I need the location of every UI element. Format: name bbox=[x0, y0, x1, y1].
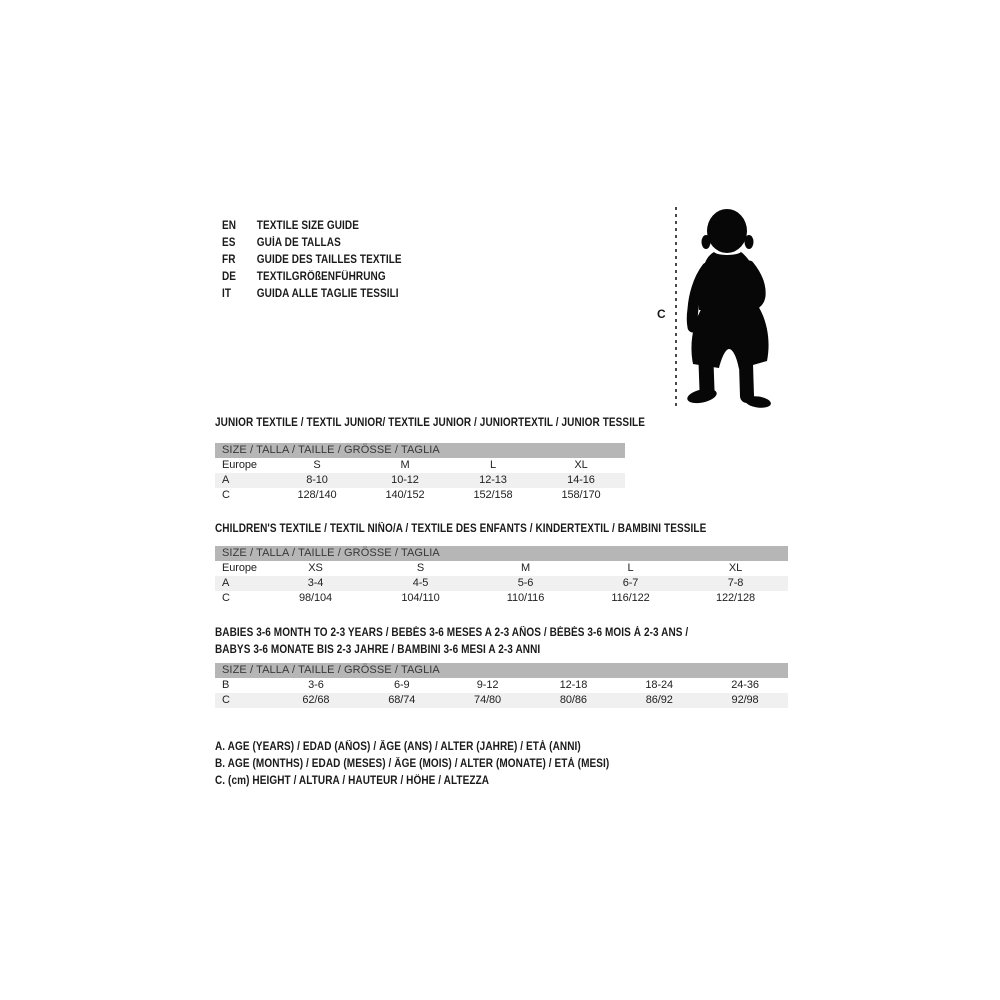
row-label: Europe bbox=[222, 459, 257, 471]
section-title-children: CHILDREN'S TEXTILE / TEXTIL NIÑO/A / TEXTILE DES ENFANTS / KINDERTEXTIL / BAMBINI TESSILE bbox=[215, 523, 707, 535]
size-cell: 12-13 bbox=[449, 473, 537, 488]
row-label: B bbox=[222, 679, 230, 691]
size-cell: 8-10 bbox=[273, 473, 361, 488]
table-row bbox=[215, 488, 625, 503]
row-label: A bbox=[215, 473, 273, 488]
size-cell: 152/158 bbox=[473, 489, 513, 501]
size-cell: M bbox=[520, 562, 531, 574]
table-row bbox=[215, 458, 625, 473]
language-guide-item bbox=[222, 285, 402, 302]
size-bar-row bbox=[215, 663, 788, 678]
language-code: EN bbox=[222, 219, 237, 232]
language-guide-item bbox=[222, 234, 402, 251]
language-guide-item bbox=[222, 217, 402, 234]
table-row bbox=[215, 576, 788, 591]
section-title-babies-line1: BABIES 3-6 MONTH TO 2-3 YEARS / BEBÉS 3-6 MESES A 2-3 AÑOS / BÉBÉS 3-6 MOIS À 2-3 ANS / bbox=[215, 627, 689, 639]
size-cell: 18-24 bbox=[645, 679, 674, 691]
legend-line-a: A. AGE (YEARS) / EDAD (AÑOS) / ÂGE (ANS) / ALTER (JAHRE) / ETÀ (ANNI) bbox=[215, 741, 581, 753]
size-cell: 3-6 bbox=[308, 679, 324, 691]
size-cell: S bbox=[313, 459, 321, 471]
size-cell: 24-36 bbox=[731, 679, 759, 691]
row-label: A bbox=[215, 576, 263, 591]
size-bar-label: SIZE / TALLA / TAILLE / GRÖSSE / TAGLIA bbox=[215, 443, 625, 458]
size-cell: 86/92 bbox=[616, 693, 702, 708]
guide-title: TEXTILE SIZE GUIDE bbox=[256, 219, 359, 232]
size-cell: 74/80 bbox=[445, 693, 531, 708]
language-guide-item bbox=[222, 251, 402, 268]
row-label: C bbox=[222, 489, 230, 501]
size-cell: 62/68 bbox=[273, 693, 359, 708]
size-cell: 3-4 bbox=[263, 576, 368, 591]
size-cell: L bbox=[627, 562, 634, 574]
size-cell: 116/122 bbox=[611, 592, 650, 604]
table-row bbox=[215, 591, 788, 606]
toddler-body bbox=[686, 209, 772, 409]
table-row bbox=[215, 473, 625, 488]
size-cell: 110/116 bbox=[506, 592, 545, 604]
size-cell: XL bbox=[728, 562, 743, 574]
size-cell: 5-6 bbox=[473, 576, 578, 591]
language-code: IT bbox=[222, 287, 232, 300]
toddler-legs bbox=[706, 362, 747, 396]
size-cell: 9-12 bbox=[476, 679, 499, 691]
guide-title: TEXTILGRÖßENFÜHRUNG bbox=[256, 270, 386, 283]
language-code: DE bbox=[222, 270, 237, 283]
size-cell: S bbox=[416, 562, 425, 574]
size-cell: 140/152 bbox=[385, 489, 425, 501]
size-cell: L bbox=[489, 459, 497, 471]
guide-title: GUIDA ALLE TAGLIE TESSILI bbox=[256, 287, 399, 300]
size-cell: 92/98 bbox=[702, 693, 788, 708]
size-cell: 128/140 bbox=[297, 489, 337, 501]
language-guide-list bbox=[222, 217, 429, 302]
size-cell: 4-5 bbox=[368, 576, 473, 591]
size-cell: 6-9 bbox=[393, 679, 410, 691]
size-cell: XL bbox=[574, 459, 588, 471]
row-label: C bbox=[222, 592, 230, 604]
height-measure-dashed-line bbox=[675, 207, 677, 408]
size-cell: 7-8 bbox=[683, 576, 788, 591]
size-bar-label: SIZE / TALLA / TAILLE / GRÖSSE / TAGLIA bbox=[215, 663, 788, 678]
babies-size-table bbox=[215, 663, 788, 708]
section-title-babies-line2: BABYS 3-6 MONATE BIS 2-3 JAHRE / BAMBINI 3-6 MESI A 2-3 ANNI bbox=[215, 644, 541, 656]
size-cell: 12-18 bbox=[559, 679, 588, 691]
size-cell: 10-12 bbox=[361, 473, 449, 488]
language-code: ES bbox=[222, 236, 236, 249]
size-cell: 122/128 bbox=[715, 592, 756, 604]
table-row bbox=[215, 678, 788, 693]
height-c-label: C bbox=[657, 307, 666, 321]
size-bar-row bbox=[215, 546, 788, 561]
size-cell: 14-16 bbox=[537, 473, 625, 488]
language-guide-item bbox=[222, 268, 402, 285]
children-size-table bbox=[215, 546, 788, 606]
table-row bbox=[215, 693, 788, 708]
table-row bbox=[215, 561, 788, 576]
size-cell: 68/74 bbox=[359, 693, 445, 708]
size-bar-label: SIZE / TALLA / TAILLE / GRÖSSE / TAGLIA bbox=[215, 546, 788, 561]
legend bbox=[215, 739, 668, 790]
size-cell: XS bbox=[308, 562, 323, 574]
size-cell: 104/110 bbox=[401, 592, 440, 604]
size-cell: 98/104 bbox=[298, 592, 333, 604]
guide-title: GUIDE DES TAILLES TEXTILE bbox=[256, 253, 402, 266]
size-bar-row bbox=[215, 443, 625, 458]
row-label: C bbox=[215, 693, 273, 708]
size-cell: M bbox=[400, 459, 410, 471]
size-cell: 6-7 bbox=[578, 576, 683, 591]
legend-line-c: C. (cm) HEIGHT / ALTURA / HAUTEUR / HÖHE / ALTEZZA bbox=[215, 775, 490, 787]
toddler-silhouette-icon bbox=[683, 206, 773, 411]
section-title-junior: JUNIOR TEXTILE / TEXTIL JUNIOR/ TEXTILE JUNIOR / JUNIORTEXTIL / JUNIOR TESSILE bbox=[215, 417, 646, 429]
row-label: Europe bbox=[222, 562, 257, 574]
guide-title: GUÍA DE TALLAS bbox=[256, 236, 341, 249]
size-cell: 158/170 bbox=[561, 489, 601, 501]
size-cell: 80/86 bbox=[530, 693, 616, 708]
language-code: FR bbox=[222, 253, 236, 266]
junior-size-table bbox=[215, 443, 625, 503]
legend-line-b: B. AGE (MONTHS) / EDAD (MESES) / ÂGE (MOIS) / ALTER (MONATE) / ETÀ (MESI) bbox=[215, 758, 610, 770]
